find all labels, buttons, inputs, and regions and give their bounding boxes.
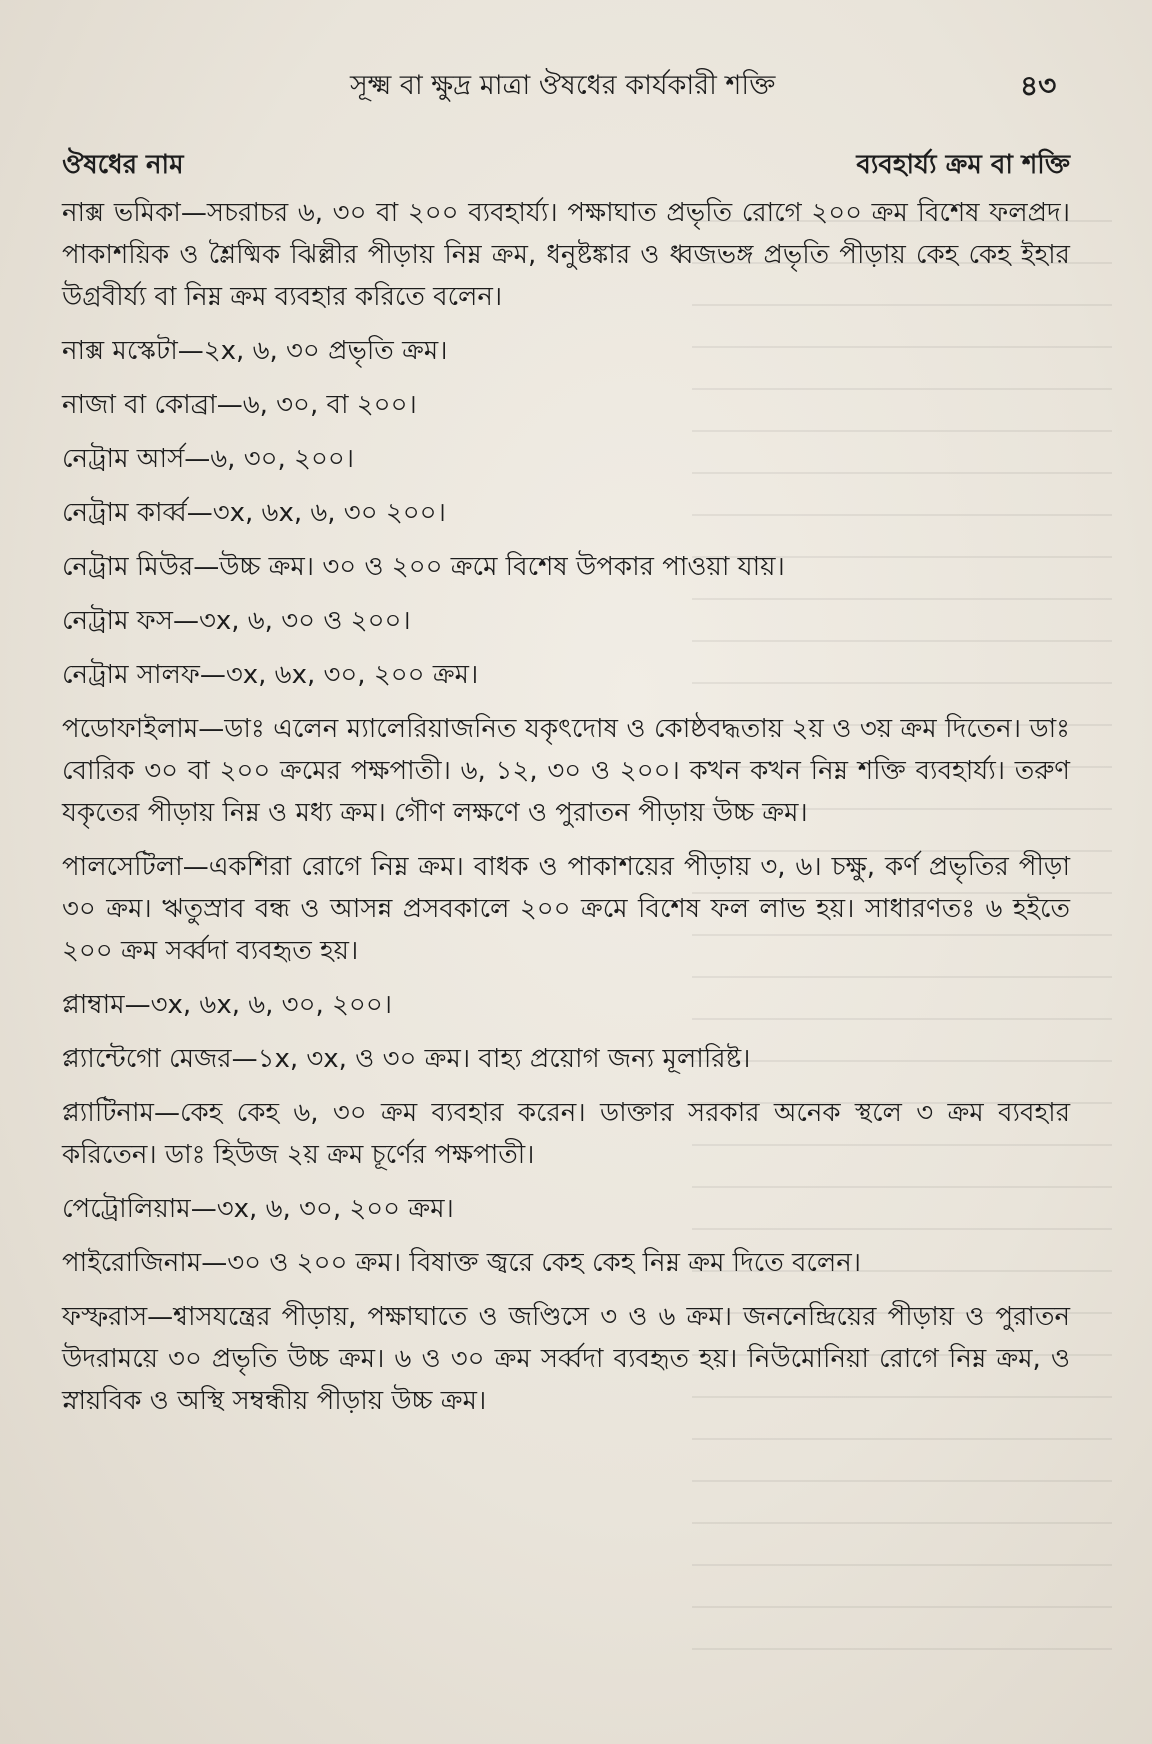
entry-text: ৬, ৩০, ২০০। (210, 444, 355, 474)
entry-separator: — (124, 990, 151, 1020)
column-headings (62, 146, 1070, 186)
entry-name: পডোফাইলাম (62, 714, 199, 744)
entry-text: শ্বাসযন্ত্রের পীড়ায়, পক্ষাঘাতে ও জণ্ডিসে ৩ ও ৬ ক্রম। জননেন্দ্রিয়ের পীড়ায় ও পুরাতন উদরাময়ে ৩০ প্রভৃতি উচ্চ ক্রম। ৬ ও ৩০ ক্রম সর্ব্বদা ব্যবহৃত হয়। নিউমোনিয়া রোগে নিম্ন ক্রম, ও স্নায়বিক ও অস্থি সম্বন্ধীয় পীড়ায় উচ্চ ক্রম। (62, 1302, 1070, 1416)
entry-text: ৩০ ও ২০০ ক্রম। বিষাক্ত জ্বরে কেহ কেহ নিম্ন ক্রম দিতে বলেন। (227, 1248, 862, 1278)
entry-separator: — (182, 852, 209, 882)
running-title: সূক্ষ্ম বা ক্ষুদ্র মাত্রা ঔষধের কার্যকারী শক্তি (350, 70, 776, 101)
entry-name: পাইরোজিনাম (62, 1248, 202, 1278)
entry-platinum (62, 1092, 1070, 1176)
entry-nux-vomica (62, 192, 1070, 318)
entry-name: নেট্রাম সালফ (62, 660, 200, 690)
entry-name: ফস্ফরাস (62, 1302, 148, 1332)
entry-separator: — (193, 552, 220, 582)
entry-name: নেট্রাম আর্স (62, 444, 185, 474)
entry-text: ডাঃ এলেন ম্যালেরিয়াজনিত যকৃৎদোষ ও কোষ্ঠবদ্ধতায় ২য় ও ৩য় ক্রম দিতেন। ডাঃ বোরিক ৩০ বা ২০০ ক্রমের পক্ষপাতী। ৬, ১২, ৩০ ও ২০০। কখন কখন নিম্ন শক্তি ব্যবহার্য্য। তরুণ যকৃতের পীড়ায় নিম্ন ও মধ্য ক্রম। গৌণ লক্ষণে ও পুরাতন পীড়ায় উচ্চ ক্রম। (62, 714, 1070, 828)
entry-phosphorus (62, 1296, 1070, 1422)
entry-natrum-sulph (62, 654, 1070, 696)
entry-text: ৩x, ৬x, ৬, ৩০ ২০০। (212, 498, 446, 528)
page-number: ৪৩ (1020, 69, 1057, 102)
column-heading-potency: ব্যবহার্য্য ক্রম বা শক্তি (856, 150, 1070, 180)
entry-separator: — (198, 714, 225, 744)
entry-petroleum (62, 1188, 1070, 1230)
entry-name: প্ল্যাটিনাম (62, 1098, 154, 1128)
entry-separator: — (199, 660, 226, 690)
entry-naja (62, 384, 1070, 426)
entry-separator: — (201, 1248, 228, 1278)
entry-name: নাক্স মস্কেটা (62, 336, 178, 366)
entry-nux-moschata (62, 330, 1070, 372)
entry-podophyllum (62, 708, 1070, 834)
entry-name: পেট্রোলিয়াম (62, 1194, 191, 1224)
entry-natrum-mur (62, 546, 1070, 588)
entry-separator: — (172, 606, 199, 636)
entry-plumbum (62, 984, 1070, 1026)
entry-name: নেট্রাম মিউর (62, 552, 194, 582)
entry-natrum-ars (62, 438, 1070, 480)
entry-separator: — (177, 336, 204, 366)
entry-text: ৩x, ৬, ৩০ ও ২০০। (198, 606, 411, 636)
entry-name: প্ল্যান্টেগো মেজর (62, 1044, 232, 1074)
entry-text: ১x, ৩x, ও ৩০ ক্রম। বাহ্য প্রয়োগ জন্য মূলারিষ্ট। (257, 1044, 751, 1074)
entry-pyrogenium (62, 1242, 1070, 1284)
entry-plantago-major (62, 1038, 1070, 1080)
entry-name: পালসেটিলা (62, 852, 183, 882)
entry-text: ৬, ৩০, বা ২০০। (242, 390, 417, 420)
entry-name: নাক্স ভমিকা (62, 198, 181, 228)
medicine-entries (62, 192, 1070, 1434)
page-header (0, 66, 1152, 110)
entry-text: একশিরা রোগে নিম্ন ক্রম। বাধক ও পাকাশয়ের পীড়ায় ৩, ৬। চক্ষু, কর্ণ প্রভৃতির পীড়া ৩০ ক্রম। ঋতুস্রাব বন্ধ ও আসন্ন প্রসবকালে ২০০ ক্রমে বিশেষ ফল লাভ হয়। সাধারণতঃ ৬ হইতে ২০০ ক্রম সর্ব্বদা ব্যবহৃত হয়। (62, 852, 1070, 966)
entry-text: ৩x, ৬, ৩০, ২০০ ক্রম। (216, 1194, 454, 1224)
entry-name: নেট্রাম কার্ব্ব (62, 498, 187, 528)
entry-name: নাজা বা কোব্রা (62, 390, 217, 420)
entry-text: উচ্চ ক্রম। ৩০ ও ২০০ ক্রমে বিশেষ উপকার পাওয়া যায়। (219, 552, 785, 582)
entry-separator: — (147, 1302, 174, 1332)
entry-separator: — (186, 498, 213, 528)
entry-separator: — (231, 1044, 258, 1074)
entry-text: ৩x, ৬x, ৬, ৩০, ২০০। (150, 990, 393, 1020)
column-heading-medicine-name: ঔষধের নাম (62, 150, 184, 180)
entry-text: সচরাচর ৬, ৩০ বা ২০০ ব্যবহার্য্য। পক্ষাঘাত প্রভৃতি রোগে ২০০ ক্রম বিশেষ ফলপ্রদ। পাকাশয়িক ও শ্লৈষ্মিক ঝিল্লীর পীড়ায় নিম্ন ক্রম, ধনুষ্টঙ্কার ও ধ্বজভঙ্গ প্রভৃতি পীড়ায় কেহ কেহ ইহার উগ্রবীর্য্য বা নিম্ন ক্রম ব্যবহার করিতে বলেন। (62, 198, 1071, 312)
entry-name: নেট্রাম ফস (62, 606, 173, 636)
entry-separator: — (190, 1194, 217, 1224)
entry-natrum-carb (62, 492, 1070, 534)
entry-separator: — (216, 390, 243, 420)
entry-text: ৩x, ৬x, ৩০, ২০০ ক্রম। (225, 660, 479, 690)
entry-text: ২x, ৬, ৩০ প্রভৃতি ক্রম। (203, 336, 448, 366)
entry-natrum-phos (62, 600, 1070, 642)
entry-separator: — (180, 198, 207, 228)
entry-separator: — (184, 444, 211, 474)
entry-pulsatilla (62, 846, 1070, 972)
entry-separator: — (153, 1098, 180, 1128)
entry-name: প্লাম্বাম (62, 990, 125, 1020)
entry-text: কেহ কেহ ৬, ৩০ ক্রম ব্যবহার করেন। ডাক্তার সরকার অনেক স্থলে ৩ ক্রম ব্যবহার করিতেন। ডাঃ হিউজ ২য় ক্রম চূর্ণের পক্ষপাতী। (62, 1098, 1070, 1170)
